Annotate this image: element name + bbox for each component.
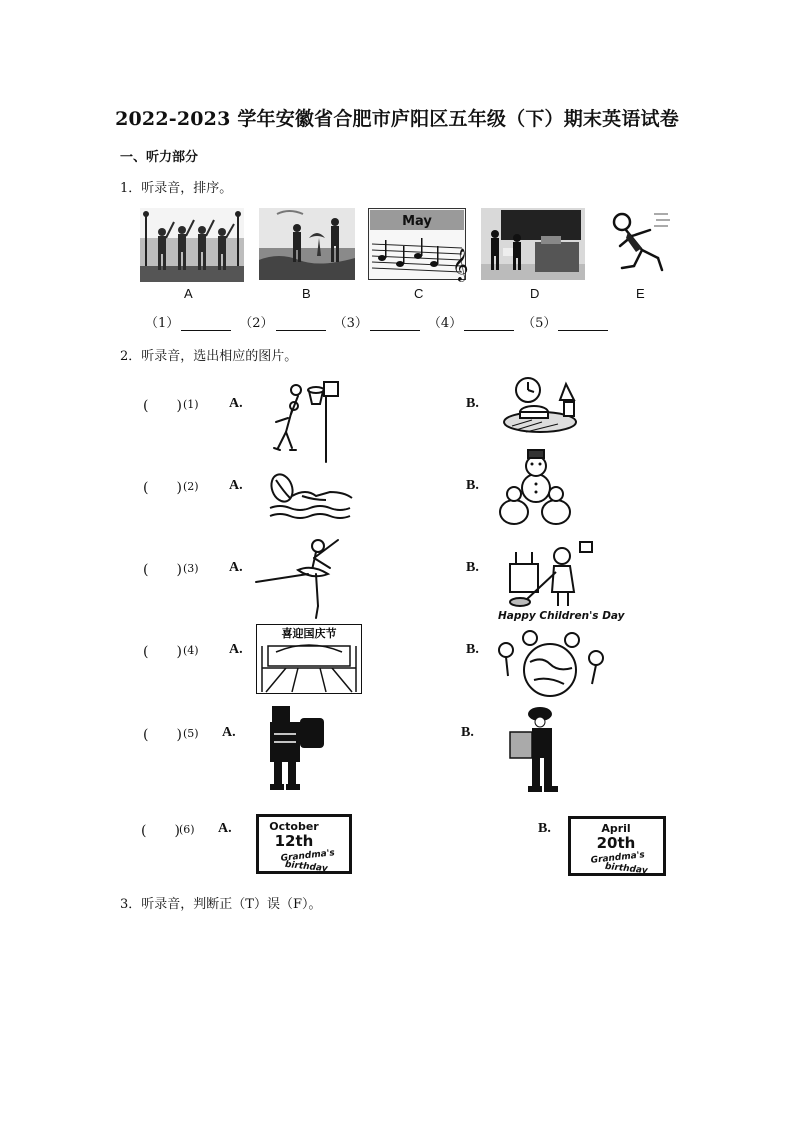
question-3-prompt: 3．听录音，判断正（T）误（F）。: [120, 897, 322, 912]
blank-4-line[interactable]: [464, 318, 514, 331]
answer-paren-5[interactable]: ( ): [143, 727, 182, 743]
item-number-2: (2): [183, 480, 199, 493]
blank-2-label: （2）: [239, 316, 274, 331]
item-number-1: (1): [183, 398, 199, 411]
card-b-line2: birthday: [604, 861, 649, 877]
picture-d-label: D: [530, 286, 540, 301]
person-walking-picture[interactable]: [506, 706, 572, 794]
option-b-label-1: B.: [466, 396, 479, 411]
children-around-globe-picture[interactable]: [494, 628, 606, 698]
ballet-dancer-picture[interactable]: [250, 534, 346, 620]
girl-sweeping-picture[interactable]: [496, 538, 625, 622]
picture-e-label: E: [636, 286, 645, 301]
blank-4-label: （4）: [427, 316, 463, 331]
option-b-label-6: B.: [538, 821, 551, 836]
clock-food-picture[interactable]: [502, 376, 586, 434]
blank-5-label: （5）: [522, 316, 557, 331]
section-heading: 一、听力部分: [120, 150, 199, 165]
item-number-4: (4): [183, 644, 199, 657]
card-b-month: April: [601, 822, 631, 835]
page-title: 2022-2023 学年安徽省合肥市庐阳区五年级（下）期末英语试卷: [115, 108, 679, 130]
classroom-picture: [481, 208, 585, 280]
picture-c-label: C: [414, 286, 424, 301]
card-b-line1: Grandma's: [590, 850, 646, 866]
running-boy-picture: [602, 206, 672, 278]
option-a-label-3: A.: [229, 560, 243, 575]
blank-1[interactable]: [145, 312, 235, 331]
person-backpack-picture[interactable]: [266, 704, 330, 794]
option-b-label-5: B.: [461, 725, 474, 740]
card-a-day: 12th: [274, 832, 314, 850]
blank-3-label: （3）: [333, 316, 368, 331]
answer-paren-2[interactable]: ( ): [143, 480, 182, 496]
option-a-label-2: A.: [229, 478, 243, 493]
option-a-label-1: A.: [229, 396, 243, 411]
option-b-label-3: B.: [466, 560, 479, 575]
card-b-day: 20th: [596, 834, 636, 852]
may-caption: May: [402, 214, 432, 229]
order-blanks: [145, 312, 612, 331]
blank-1-label: （1）: [145, 316, 180, 331]
national-day-picture[interactable]: [256, 624, 362, 694]
basketball-player-picture[interactable]: [264, 378, 346, 464]
answer-paren-3[interactable]: ( ): [143, 562, 182, 578]
item-number-6: (6): [179, 823, 195, 836]
card-a-line1: Grandma's: [280, 848, 336, 864]
blank-2-line[interactable]: [276, 318, 326, 331]
option-a-label-6: A.: [218, 821, 232, 836]
date-card-picture[interactable]: [256, 814, 352, 874]
answer-paren-4[interactable]: ( ): [143, 644, 182, 660]
national-day-caption: 喜迎国庆节: [281, 627, 337, 640]
card-a-month: October: [269, 820, 319, 833]
question-1-prompt: 1．听录音，排序。: [120, 181, 233, 196]
blank-2[interactable]: [239, 312, 329, 331]
answer-paren-1[interactable]: ( ): [143, 398, 182, 414]
snowman-kids-picture[interactable]: [498, 446, 574, 526]
item-number-5: (5): [183, 727, 199, 740]
picture-b-label: B: [302, 286, 311, 301]
picture-a-label: A: [184, 286, 193, 301]
date-card-picture[interactable]: [568, 816, 666, 876]
answer-paren-6[interactable]: ( ): [141, 823, 180, 839]
option-a-label-5: A.: [222, 725, 236, 740]
option-b-label-4: B.: [466, 642, 479, 657]
music-notes-picture: [368, 208, 469, 281]
item-number-3: (3): [183, 562, 199, 575]
question-2-prompt: 2．听录音，选出相应的图片。: [120, 349, 298, 364]
blank-3-line[interactable]: [370, 318, 420, 331]
blank-5[interactable]: [522, 312, 612, 331]
option-b-label-2: B.: [466, 478, 479, 493]
blank-1-line[interactable]: [181, 318, 231, 331]
option-a-label-4: A.: [229, 642, 243, 657]
card-a-line2: birthday: [284, 859, 329, 875]
planting-trees-picture: [259, 208, 355, 280]
group-exercise-picture: [140, 208, 244, 282]
blank-5-line[interactable]: [558, 318, 608, 331]
childrens-day-caption: Happy Children's Day: [498, 610, 625, 622]
blank-4[interactable]: [428, 312, 518, 331]
blank-3[interactable]: [334, 312, 424, 331]
swimmer-picture[interactable]: [266, 470, 356, 522]
svg-text:𝄞: 𝄞: [452, 248, 469, 281]
